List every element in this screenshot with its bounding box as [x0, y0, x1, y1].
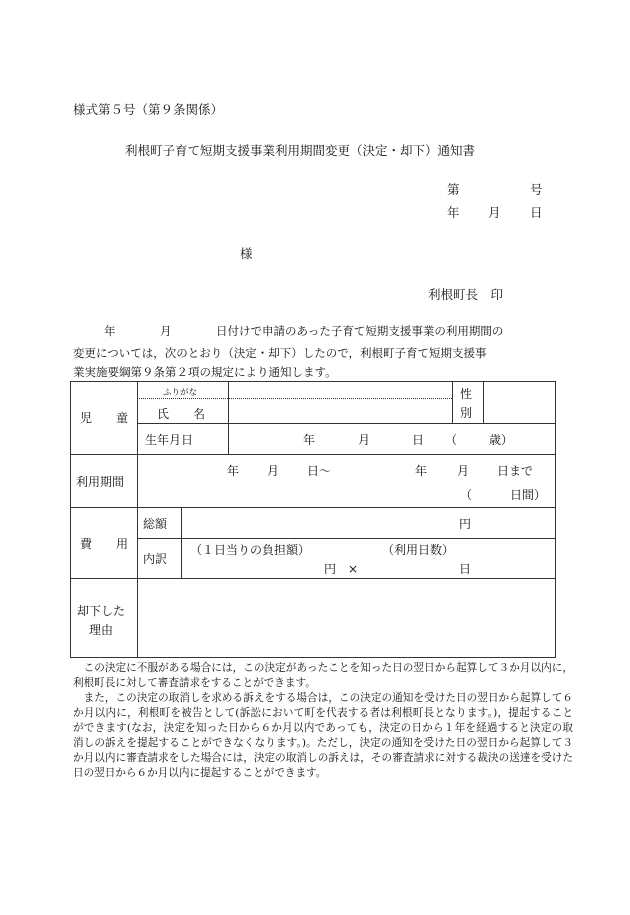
period-start-month: 月 — [267, 464, 280, 478]
period-label: 利用期間 — [76, 475, 125, 489]
period-days-open: （ — [460, 488, 473, 502]
period-start-year: 年 — [227, 464, 240, 478]
period-end-year: 年 — [415, 464, 428, 478]
reject-reason-label-2: 理由 — [89, 623, 114, 637]
note-review-request: この決定に不服がある場合には，この決定があったことを知った日の翌日から起算して３か月以内に，利根町長に対して審査請求をすることができます。 — [73, 662, 573, 689]
issue-no-prefix: 第 — [447, 182, 460, 197]
days-count-label: （利用日数） — [382, 543, 455, 557]
intro-month: 月 — [160, 324, 172, 338]
birth-month: 月 — [358, 433, 371, 447]
period-days-close: 日間） — [510, 488, 547, 502]
age-close: 歳） — [489, 433, 514, 447]
yen-times: 円 × — [324, 562, 359, 576]
note-lawsuit: また，この決定の取消しを求める訴えをする場合は，この決定の通知を受けた日の翌日から起算して６か月以内に，利根町を被告として(訴訟において町を代表する者は利根町長となります。)，提起することができます(なお，決定を知った日から６か月以内であっても，決定の日から１年を経過すると決定の取消しの訴えを提起することができなくなります。)。ただし，決定の通知を受けた日の翌日から起算して３か月以内に審査請求をした場合には，決定の取消しの訴えは，その審査請求に対する裁決の送達を受けた日の翌日から６か月以内に提起することができます。 — [73, 692, 573, 779]
intro-line1: 日付けで申請のあった子育て短期支援事業の利用期間の — [216, 324, 504, 338]
issue-date-month: 月 — [488, 205, 501, 220]
appeal-notes — [73, 661, 573, 781]
detail-label: 内訳 — [143, 552, 168, 566]
form-number: 様式第５号（第９条関係） — [73, 102, 224, 117]
intro-year: 年 — [104, 324, 116, 338]
total-unit: 円 — [459, 517, 472, 531]
reject-reason-label-1: 却下した — [77, 604, 126, 618]
period-start-day: 日～ — [307, 464, 332, 478]
name-label: 氏 名 — [157, 407, 206, 421]
day-unit: 日 — [459, 562, 472, 576]
age-open: （ — [445, 433, 458, 447]
birth-label: 生年月日 — [145, 433, 194, 447]
birth-day: 日 — [412, 433, 425, 447]
furigana-label: ふりがな — [163, 388, 198, 398]
period-end-day: 日まで — [497, 464, 534, 478]
birth-year: 年 — [303, 433, 316, 447]
issue-date-day: 日 — [530, 205, 543, 220]
intro-line2: 変更については，次のとおり（決定・却下）したので，利根町子育て短期支援事 — [73, 346, 487, 360]
intro-line3: 業実施要綱第９条第２項の規定により通知します。 — [73, 365, 337, 379]
issue-date-year: 年 — [447, 205, 460, 220]
period-end-month: 月 — [457, 464, 470, 478]
child-label: 児 童 — [80, 411, 129, 425]
daily-amount-label: （１日当りの負担額） — [190, 543, 311, 557]
sex-label-2: 別 — [460, 406, 473, 420]
total-label: 総額 — [143, 517, 168, 531]
recipient-suffix: 様 — [240, 246, 253, 261]
issuer: 利根町長 印 — [428, 287, 504, 302]
issue-no-suffix: 号 — [530, 182, 543, 197]
document-title: 利根町子育て短期支援事業利用期間変更（決定・却下）通知書 — [125, 143, 476, 158]
sex-label-1: 性 — [460, 387, 473, 401]
cost-label: 費 用 — [80, 537, 129, 551]
